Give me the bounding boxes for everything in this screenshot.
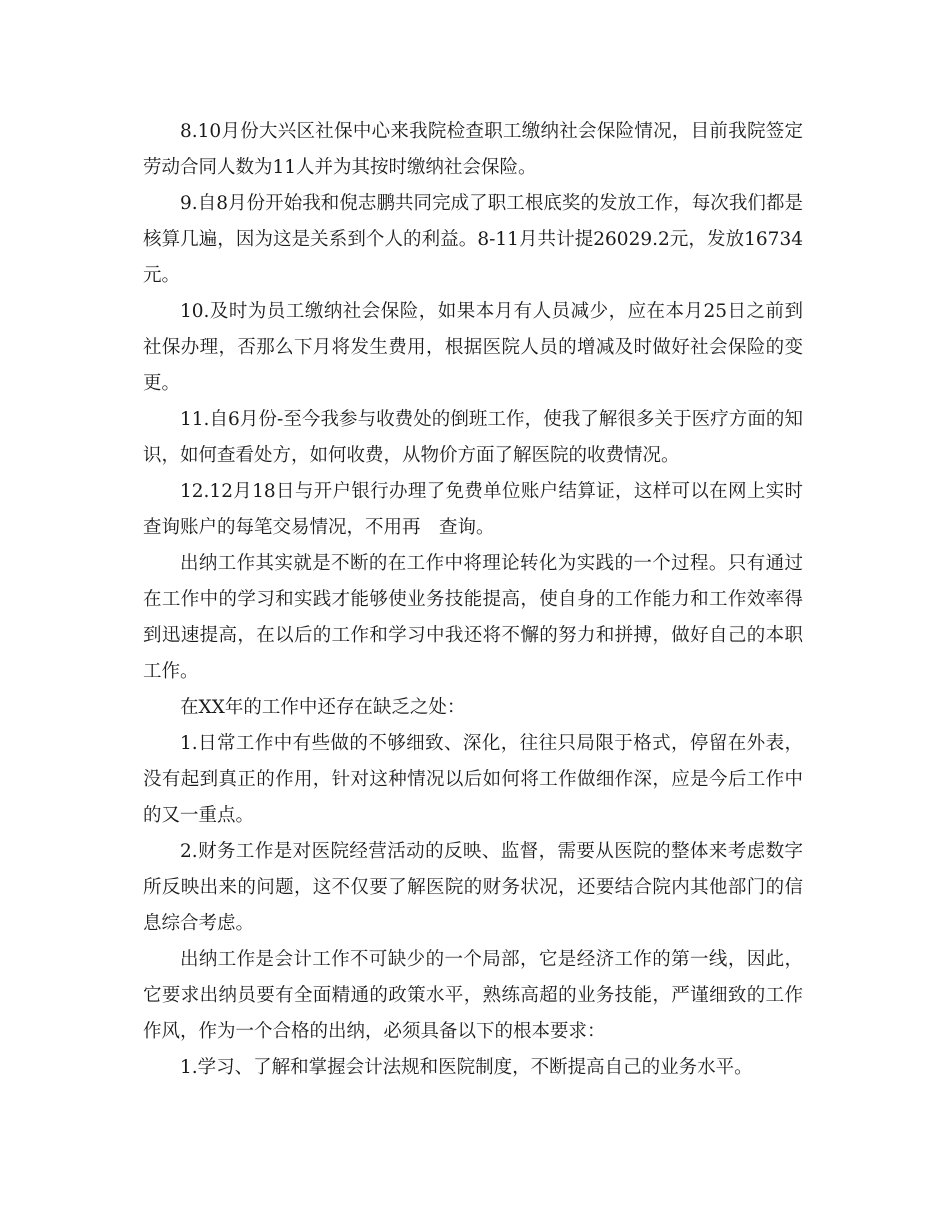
paragraph-requirements-intro: 出纳工作是会计工作不可缺少的一个局部，它是经济工作的第一线，因此，它要求出纳员要有全面精通的政策水平，熟练高超的业务技能，严谨细致的工作作风，作为一个合格的出纳，必须具备以下的根本要求： xyxy=(143,949,803,1042)
paragraph-shortcoming-1: 1.日常工作中有些做的不够细致、深化，往往只局限于格式，停留在外表，没有起到真正的作用，针对这种情况以后如何将工作做细作深，应是今后工作中的又一重点。 xyxy=(143,733,803,826)
document-page xyxy=(143,114,803,1086)
paragraph-item-12: 12.12月18日与开户银行办理了免费单位账户结算证，这样可以在网上实时查询账户的每笔交易情况，不用再 查询。 xyxy=(143,481,803,538)
paragraph-shortcoming-2: 2.财务工作是对医院经营活动的反映、监督，需要从医院的整体来考虑数字所反映出来的问题，这不仅要了解医院的财务状况，还要结合院内其他部门的信息综合考虑。 xyxy=(143,841,803,934)
paragraph-shortcomings-heading: 在XX年的工作中还存在缺乏之处： xyxy=(180,697,466,718)
paragraph-requirement-1: 1.学习、了解和掌握会计法规和医院制度，不断提高自己的业务水平。 xyxy=(180,1057,753,1078)
paragraph-item-10: 10.及时为员工缴纳社会保险，如果本月有人员减少，应在本月25日之前到社保办理，否那么下月将发生费用，根据医院人员的增减及时做好社会保险的变更。 xyxy=(143,301,803,394)
paragraph-summary: 出纳工作其实就是不断的在工作中将理论转化为实践的一个过程。只有通过在工作中的学习和实践才能够使业务技能提高，使自身的工作能力和工作效率得到迅速提高，在以后的工作和学习中我还将不懈的努力和拼搏，做好自己的本职工作。 xyxy=(143,553,803,682)
paragraph-item-9: 9.自8月份开始我和倪志鹏共同完成了职工根底奖的发放工作，每次我们都是核算几遍，因为这是关系到个人的利益。8-11月共计提26029.2元，发放16734元。 xyxy=(143,193,803,286)
paragraph-item-8: 8.10月份大兴区社保中心来我院检查职工缴纳社会保险情况，目前我院签定劳动合同人数为11人并为其按时缴纳社会保险。 xyxy=(143,121,803,178)
paragraph-item-11: 11.自6月份-至今我参与收费处的倒班工作，使我了解很多关于医疗方面的知识，如何查看处方，如何收费，从物价方面了解医院的收费情况。 xyxy=(143,409,803,466)
